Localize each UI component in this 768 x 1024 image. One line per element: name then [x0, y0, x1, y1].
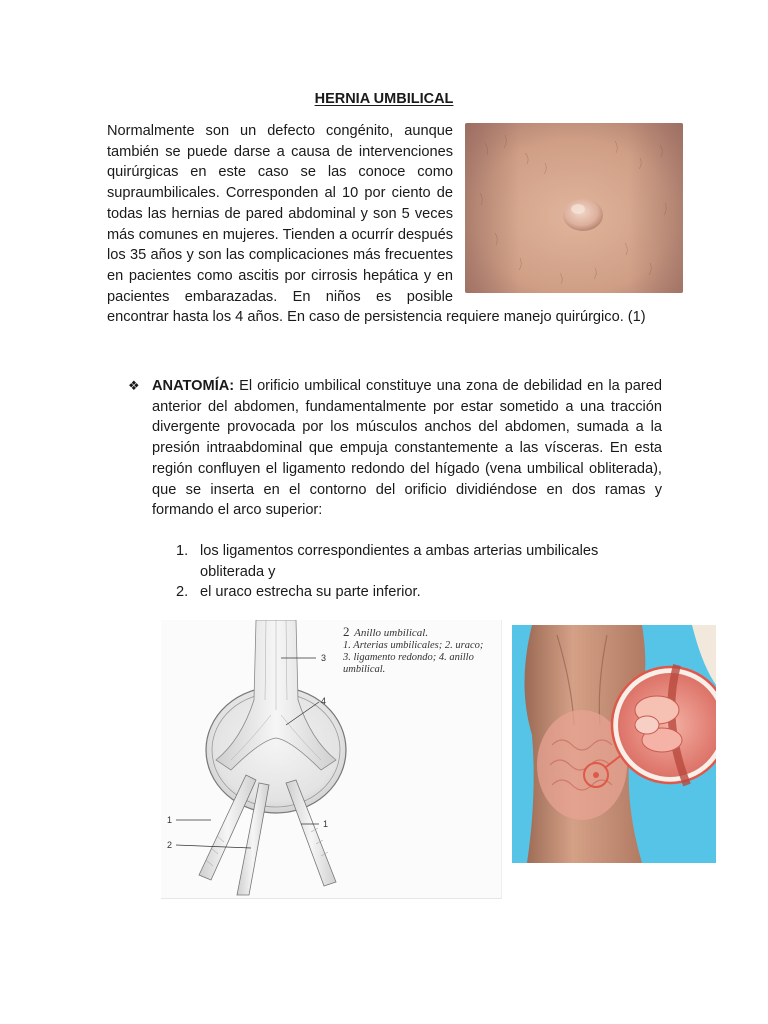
list-text: los ligamentos correspondientes a ambas arterias umbilicales obliterada y — [200, 543, 599, 580]
callout-4: 4 — [321, 696, 327, 706]
list-number: 2. — [176, 584, 189, 601]
caption-number: 2 — [343, 624, 350, 639]
list-text: el uraco estrecha su parte inferior. — [200, 584, 421, 601]
numbered-list — [176, 541, 656, 603]
anatomy-paragraph — [152, 376, 662, 521]
callout-2: 2 — [167, 840, 173, 850]
hernia-illustration — [512, 625, 716, 863]
intro-paragraph: Normalmente son un defecto congénito, aunque también se puede darse a causa de intervenciones quirúrgicas en este caso se las conoce como supraumbilicales. Corresponden al 10 por ciento de todas las hernias de pared abdominal y son 5 veces más comunes en mujeres. Tienden a ocurrír después los 35 años y son las complicaciones más frecuentes en pacientes como ascitis por cirrosis hepática y en pacientes embarazadas. En niños es posible encontrar hasta los 4 años. En caso de persistencia requiere manejo quirúrgico. (1) — [107, 123, 646, 326]
anatomy-label: ANATOMÍA: — [152, 378, 235, 394]
anatomy-text: El orificio umbilical constituye una zona de debilidad en la pared anterior del abdomen, fundamentalmente por estar sometido a una tracción divergente provocada por los músculos anchos del abdomen, sumada a la presión intraabdominal que empuja constantemente a las vísceras. En esta región confluyen el ligamento redondo del hígado (vena umbilical obliterada), que se inserta en el contorno del orificio dividiéndose en dos ramas y formando el arco superior: — [152, 378, 662, 519]
caption-body: 1. Arterias umbilicales; 2. uraco; 3. ligamento redondo; 4. anillo umbilical. — [343, 640, 484, 675]
hernia-belly-photo — [465, 123, 683, 293]
callout-3: 3 — [321, 653, 327, 663]
intro-section — [107, 121, 663, 328]
callout-1-right: 1 — [323, 819, 329, 829]
caption-title: Anillo umbilical. — [354, 627, 429, 639]
bullet-icon: ❖ — [128, 378, 140, 393]
list-number: 1. — [176, 543, 189, 559]
list-item — [176, 541, 656, 582]
callout-1-left: 1 — [167, 815, 173, 825]
anatomy-section — [128, 376, 662, 521]
list-item — [176, 582, 656, 603]
umbilical-ring-figure — [161, 620, 502, 899]
figure-caption — [343, 626, 493, 676]
page-title: HERNIA UMBILICAL — [314, 91, 454, 107]
